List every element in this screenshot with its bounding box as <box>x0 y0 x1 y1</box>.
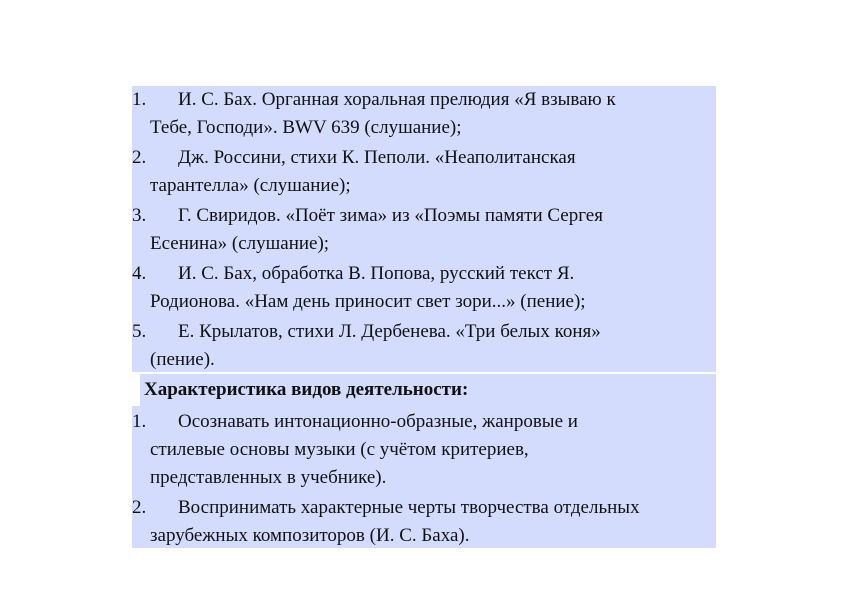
list-item <box>132 318 716 374</box>
item-text: Осознавать интонационно-образные, жанровые и <box>178 411 578 432</box>
item-number: 3. <box>132 205 147 226</box>
list-item <box>132 408 716 492</box>
songs-list <box>132 86 716 372</box>
item-number: 4. <box>132 263 147 284</box>
item-text: зарубежных композиторов (И. С. Баха). <box>150 525 470 546</box>
item-text: Дж. Россини, стихи К. Пеполи. «Неаполитанская <box>178 147 576 168</box>
item-number: 2. <box>132 497 147 518</box>
list-item <box>132 86 716 142</box>
list-item <box>132 494 716 550</box>
item-text: И. С. Бах. Органная хоральная прелюдия «Я взываю к <box>178 89 616 110</box>
item-number: 1. <box>132 89 147 110</box>
item-text: Воспринимать характерные черты творчества отдельных <box>178 497 640 518</box>
list-item <box>132 144 716 200</box>
item-text: Е. Крылатов, стихи Л. Дербенева. «Три белых коня» <box>178 321 601 342</box>
item-text: Г. Свиридов. «Поёт зима» из «Поэмы памяти Сергея <box>178 205 603 226</box>
item-text: тарантелла» (слушание); <box>150 175 351 196</box>
item-text: Есенина» (слушание); <box>150 233 330 254</box>
item-number: 5. <box>132 321 147 342</box>
item-number: 2. <box>132 147 147 168</box>
activities-list <box>132 406 716 548</box>
item-text: представленных в учебнике). <box>150 467 387 488</box>
item-text: (пение). <box>150 349 215 370</box>
item-text: стилевые основы музыки (с учётом критериев, <box>150 439 529 460</box>
item-text: И. С. Бах, обработка В. Попова, русский текст Я. <box>178 263 575 284</box>
list-item <box>132 260 716 316</box>
list-item <box>132 202 716 258</box>
item-text: Тебе, Господи». BWV 639 (слушание); <box>150 117 462 138</box>
section-heading: Характеристика видов деятельности: <box>144 379 469 400</box>
item-text: Родионова. «Нам день приносит свет зори...» (пение); <box>150 291 586 312</box>
section-heading-block <box>140 374 716 406</box>
item-number: 1. <box>132 411 147 432</box>
